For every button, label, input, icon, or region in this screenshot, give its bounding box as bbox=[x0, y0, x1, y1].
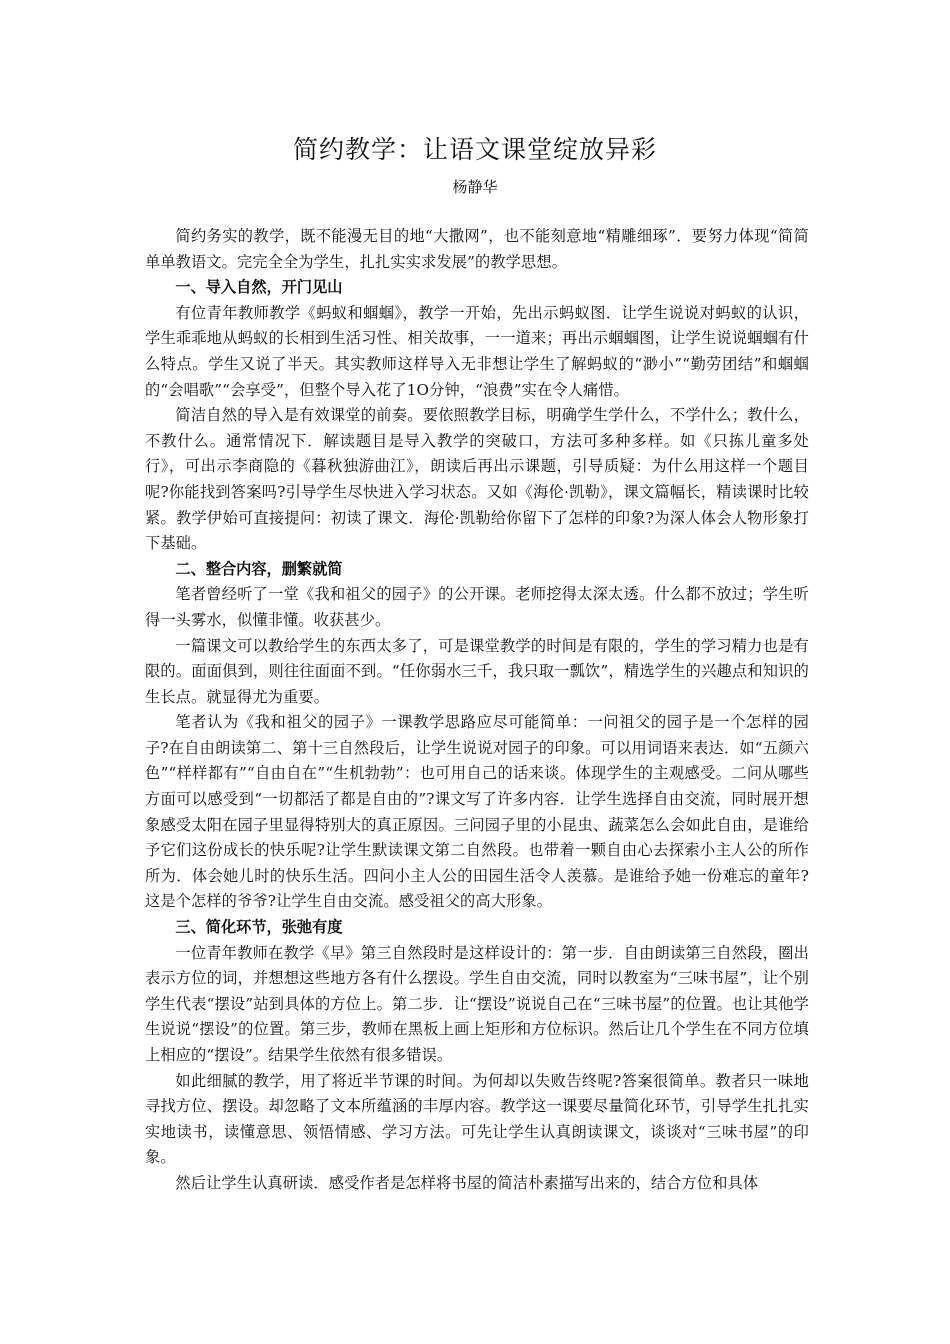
intro-paragraph: 简约务实的教学，既不能漫无目的地“大撒网”，也不能刻意地“精雕细琢”．要努力体现“简简单单教语文。完完全全为学生，扎扎实实求发展”的教学思想。 bbox=[145, 227, 809, 271]
body-paragraph: 一位青年教师在教学《早》第三自然段时是这样设计的：第一步．自由朗读第三自然段，圈出表示方位的词，并想想这些地方各有什么摆设。学生自由交流，同时以教室为“三味书屋”，让个别学生代表“摆设”站到具体的方位上。第二步．让“摆设”说说自己在“三味书屋”的位置。也让其他学生说说“摆设”的位置。第三步，教师在黑板上画上矩形和方位标识。然后让几个学生在不同方位填上相应的“摆设”。结果学生依然有很多错误。 bbox=[145, 943, 809, 1064]
body-paragraph: 笔者曾经听了一堂《我和祖父的园子》的公开课。老师挖得太深太透。什么都不放过；学生听得一头雾水，似懂非懂。收获甚少。 bbox=[145, 585, 809, 629]
document-title: 简约教学：让语文课堂绽放异彩 bbox=[292, 135, 657, 164]
body-paragraph: 简洁自然的导入是有效课堂的前奏。要依照教学目标，明确学生学什么，不学什么；教什么，不教什么。通常情况下．解读题目是导入教学的突破口，方法可多种多样。如《只拣儿童多处行》，可出示李商隐的《暮秋独游曲江》，朗读后再出示课题，引导质疑：为什么用这样一个题目呢?你能找到答案吗?引导学生尽快进入学习状态。又如《海伦·凯勒》，课文篇幅长，精读课时比较紧。教学伊始可直接提问：初读了课文．海伦·凯勒给你留下了怎样的印象?为深人体会人物形象打下基础。 bbox=[145, 406, 809, 553]
body-paragraph: 然后让学生认真研读．感受作者是怎样将书屋的简洁朴素描写出来的，结合方位和具体 bbox=[175, 1173, 759, 1192]
section-heading: 二、整合内容，删繁就简 bbox=[175, 559, 343, 578]
document-author: 杨静华 bbox=[452, 178, 498, 196]
section-heading: 三、简化环节，张弛有度 bbox=[175, 918, 343, 937]
body-paragraph: 一篇课文可以教给学生的东西太多了，可是课堂教学的时间是有限的，学生的学习精力也是有限的。面面俱到，则往往面面不到。“任你弱水三千，我只取一瓢饮”，精选学生的兴趣点和知识的生长点。就显得尤为重要。 bbox=[145, 636, 809, 706]
body-paragraph: 笔者认为《我和祖父的园子》一课教学思路应尽可能简单：一问祖父的园子是一个怎样的园子?在自由朗读第二、第十三自然段后，让学生说说对园子的印象。可以用词语来表达．如“五颜六色”“样样都有”“自由自在”“生机勃勃”：也可用自己的话来谈。体现学生的主观感受。二问从哪些方面可以感受到“一切都活了都是自由的”?课文写了许多内容．让学生选择自由交流，同时展开想象感受太阳在园子里显得特别大的真正原因。三问园子里的小昆虫、蔬菜怎么会如此自由，是谁给予它们这份成长的快乐呢?让学生默读课文第二自然段。也带着一颗自由心去探索小主人公的所作所为．体会她儿时的快乐生活。四问小主人公的田园生活令人羡慕。是谁给予她一份难忘的童年?这是个怎样的爷爷?让学生自由交流。感受祖父的高大形象。 bbox=[145, 713, 809, 911]
section-heading: 一、导入自然，开门见山 bbox=[175, 278, 343, 297]
body-paragraph: 有位青年教师教学《蚂蚁和蝈蝈》，教学一开始，先出示蚂蚁图．让学生说说对蚂蚁的认识，学生乖乖地从蚂蚁的长相到生活习性、相关故事，一一道来；再出示蝈蝈图，让学生说说蝈蝈有什么特点。学生又说了半天。其实教师这样导入无非想让学生了解蚂蚁的“渺小”“勤劳团结”和蝈蝈的“会唱歌”“会享受”，但整个导入花了1O分钟，“浪费”实在令人痛惜。 bbox=[145, 303, 809, 399]
document-body bbox=[145, 224, 809, 1197]
body-paragraph: 如此细腻的教学，用了将近半节课的时间。为何却以失败告终呢?答案很简单。教者只一味地寻找方位、摆设。却忽略了文本所蕴涵的丰厚内容。教学这一课要尽量简化环节，引导学生扎扎实实地读书，读懂意思、领悟情感、学习方法。可先让学生认真朗读课文，谈谈对“三味书屋”的印象。 bbox=[145, 1071, 809, 1167]
